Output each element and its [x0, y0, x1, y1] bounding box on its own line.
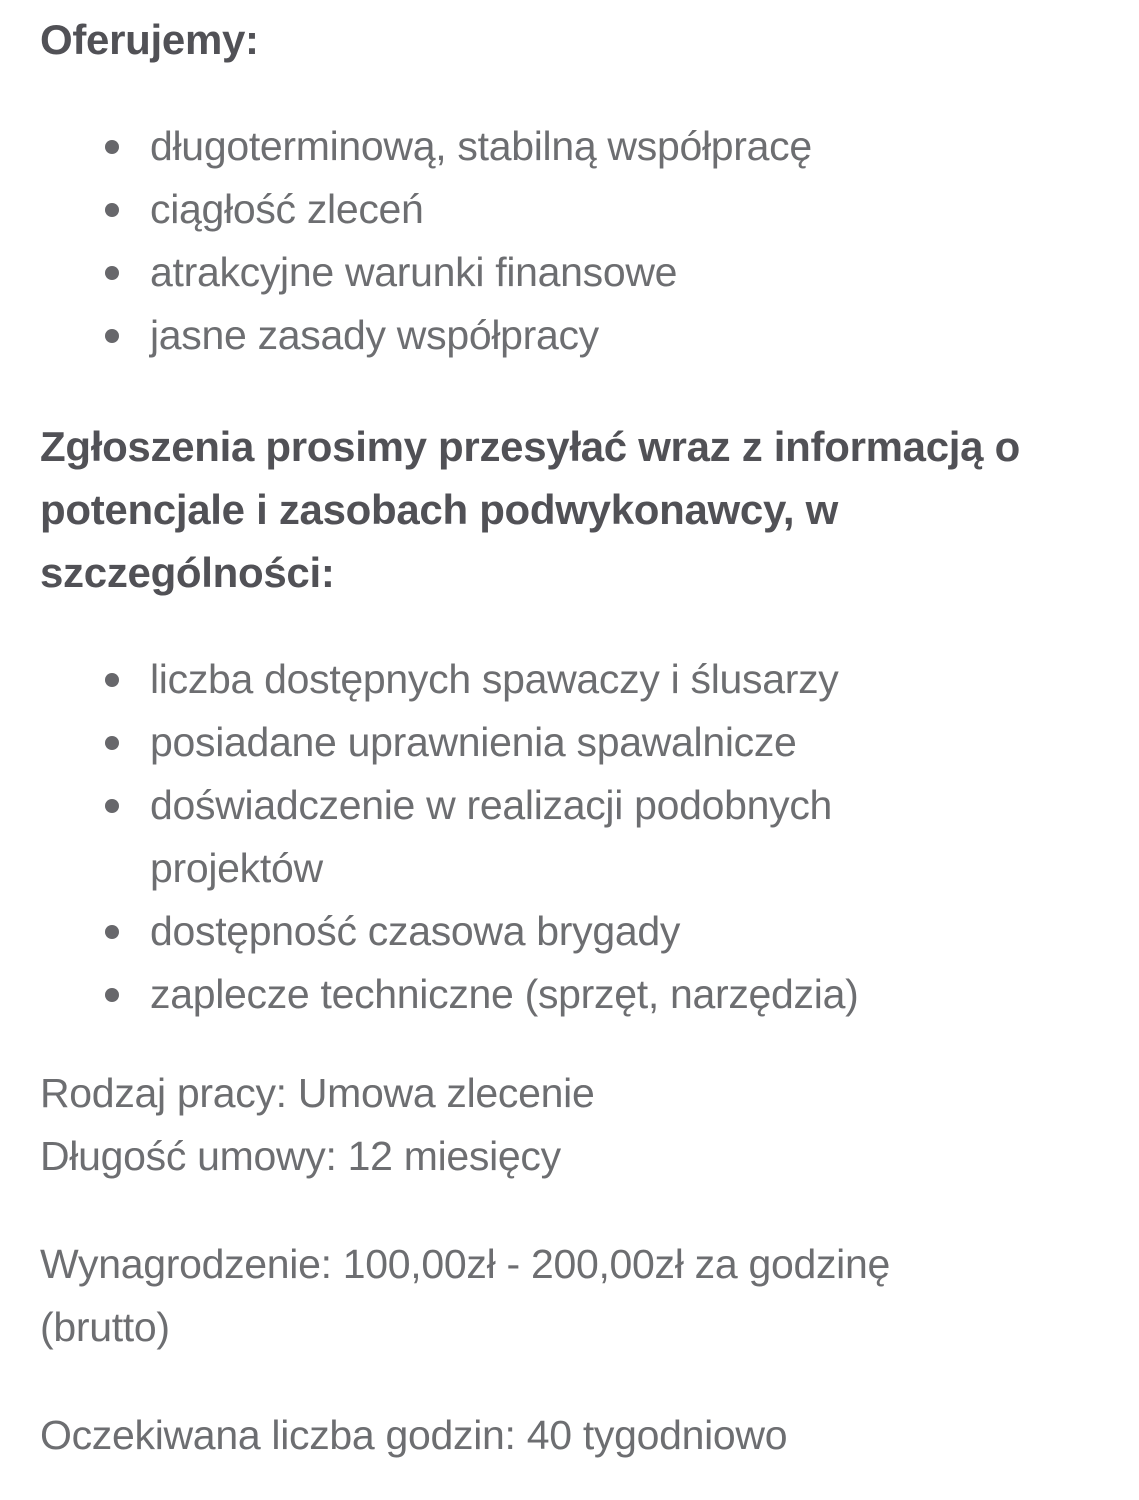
list-item	[105, 963, 1099, 1026]
list-item-text: dostępność czasowa brygady	[150, 908, 681, 954]
list-item-text: zaplecze techniczne (sprzęt, narzędzia)	[150, 971, 859, 1017]
list-item	[105, 648, 1099, 711]
list-item-text: liczba dostępnych spawaczy i ślusarzy	[150, 656, 839, 702]
list-item-text: posiadane uprawnienia spawalnicze	[150, 719, 797, 765]
bullet-icon	[105, 673, 119, 687]
submission-section-heading: Zgłoszenia prosimy przesyłać wraz z informacją o potencjale i zasobach podwykonawcy, w szczególności:	[40, 423, 1020, 596]
list-item	[105, 178, 1099, 241]
bullet-icon	[105, 266, 119, 280]
bullet-icon	[105, 329, 119, 343]
list-item-text: długoterminową, stabilną współpracę	[150, 123, 812, 169]
bullet-icon	[105, 140, 119, 154]
bullet-icon	[105, 799, 119, 813]
bullet-icon	[105, 203, 119, 217]
submission-list	[40, 648, 1099, 1026]
list-item-text: atrakcyjne warunki finansowe	[150, 249, 678, 295]
list-item-text: ciągłość zleceń	[150, 186, 424, 232]
list-item	[105, 774, 1099, 900]
offer-section-heading: Oferujemy:	[40, 16, 259, 63]
job-details-block	[40, 1062, 1099, 1188]
list-item	[105, 304, 1099, 367]
bullet-icon	[105, 925, 119, 939]
list-item-text: jasne zasady współpracy	[150, 312, 599, 358]
list-item	[105, 241, 1099, 304]
bullet-icon	[105, 736, 119, 750]
list-item	[105, 900, 1099, 963]
expected-hours-line: Oczekiwana liczba godzin: 40 tygodniowo	[40, 1412, 788, 1458]
offer-list	[40, 115, 1099, 367]
job-type-line: Rodzaj pracy: Umowa zlecenie	[40, 1070, 595, 1116]
list-item	[105, 711, 1099, 774]
salary-line: Wynagrodzenie: 100,00zł - 200,00zł za godzinę (brutto)	[40, 1241, 890, 1350]
bullet-icon	[105, 988, 119, 1002]
contract-length-line: Długość umowy: 12 miesięcy	[40, 1133, 561, 1179]
list-item-text: doświadczenie w realizacji podobnych projektów	[150, 782, 833, 891]
list-item	[105, 115, 1099, 178]
